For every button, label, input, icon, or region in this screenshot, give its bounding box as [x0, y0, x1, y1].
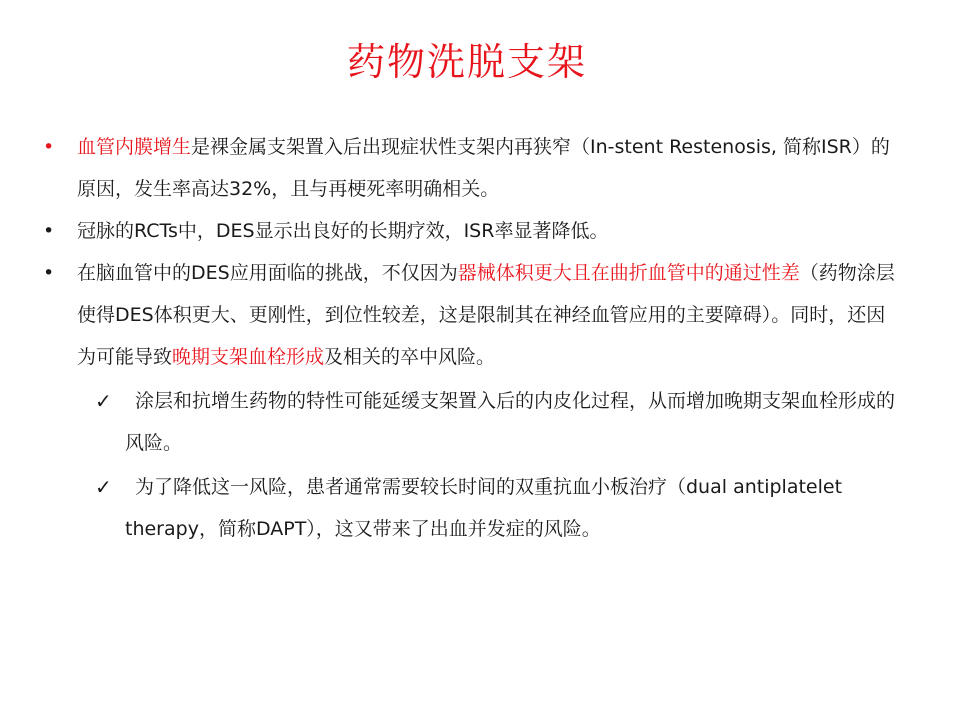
checkmark-icon: ✓: [95, 475, 112, 499]
bullet-text: （药物涂层使得DES体积更大、更刚性，到位性较差，这是限制其在神经血管应用的主要障碍）。同时，还因为可能导致: [77, 262, 895, 368]
check-item-1: [0, 380, 960, 464]
bullet-marker: •: [43, 262, 55, 284]
bullet-text: 冠脉的RCTs中，DES显示出良好的长期疗效，ISR率显著降低。: [77, 220, 609, 242]
highlight-text: 器械体积更大且在曲折血管中的通过性差: [457, 262, 800, 284]
check-text: 为了降低这一风险，患者通常需要较长时间的双重抗血小板治疗（dual antiplatelet therapy，简称DAPT），这又带来了出血并发症的风险。: [125, 476, 843, 540]
bullet-list: [0, 126, 960, 550]
highlight-text: 晚期支架血栓形成: [172, 346, 325, 368]
bullet-item-3: [0, 252, 960, 378]
check-text: 涂层和抗增生药物的特性可能延缓支架置入后的内皮化过程，从而增加晚期支架血栓形成的风险。: [125, 390, 896, 454]
bullet-item-1: [0, 126, 960, 210]
bullet-text: 在脑血管中的DES应用面临的挑战，不仅因为: [77, 262, 458, 284]
check-item-2: [0, 466, 960, 550]
highlight-text: 血管内膜增生: [77, 136, 192, 158]
bullet-marker: •: [43, 220, 55, 242]
bullet-item-2: [0, 210, 960, 252]
bullet-text: 是裸金属支架置入后出现症状性支架内再狭窄（In-stent Restenosis, 简称ISR）的原因，发生率高达32%，且与再梗死率明确相关。: [77, 136, 890, 200]
bullet-marker: •: [43, 136, 55, 158]
bullet-text: 及相关的卒中风险。: [324, 346, 496, 368]
slide-title-text: 药物洗脱支架: [346, 40, 587, 84]
slide-title: [0, 38, 960, 86]
checkmark-icon: ✓: [95, 389, 112, 413]
